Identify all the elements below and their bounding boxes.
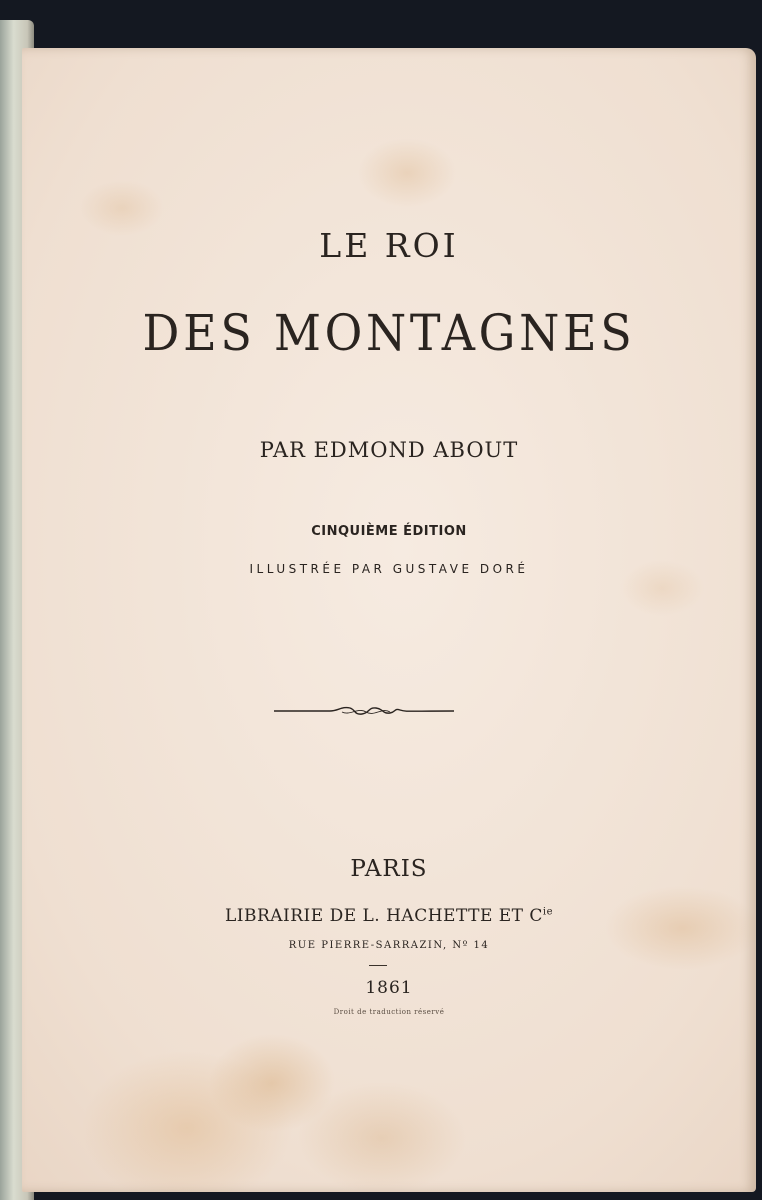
publisher-city: PARIS [350, 856, 428, 882]
book-edition: CINQUIÈME ÉDITION [311, 524, 467, 539]
publisher-name [22, 906, 756, 926]
title-page [22, 48, 756, 1192]
divider-rule [369, 965, 387, 966]
book-title-line2: DES MONTAGNES [142, 304, 636, 362]
book-author: PAR EDMOND ABOUT [259, 438, 519, 462]
publisher-name-suffix: ie [542, 906, 554, 918]
book-title-line1: LE ROI [319, 226, 459, 265]
rights-notice: Droit de traduction réservé [333, 1008, 445, 1016]
book-illustrator: ILLUSTRÉE PAR GUSTAVE DORÉ [249, 562, 529, 576]
publisher-name-text: LIBRAIRIE DE L. HACHETTE ET C [224, 906, 543, 926]
publication-year: 1861 [365, 978, 413, 998]
publisher-address: RUE PIERRE-SARRAZIN, Nº 14 [288, 940, 490, 951]
ornament-divider-icon [272, 702, 456, 720]
